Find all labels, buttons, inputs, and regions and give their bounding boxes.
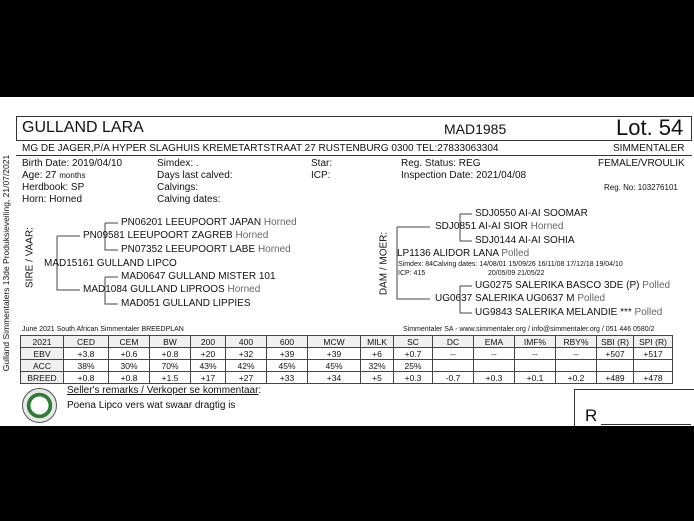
table-cell: +0.8 <box>109 372 150 384</box>
sex: FEMALE/VROULIK <box>598 158 685 169</box>
pedigree-sds: MAD0647 GULLAND MISTER 101 <box>121 271 276 282</box>
remarks-colon: : <box>258 385 262 396</box>
table-cell: +0.3 <box>474 372 515 384</box>
dam-calving-dates-1: Calving dates: 14/08/01 15/09/26 16/11/08 17/12/18 19/04/10 <box>433 261 623 268</box>
ancestor-horn: Horned <box>530 221 564 232</box>
table-cell: +5 <box>361 372 394 384</box>
calvings: Calvings: <box>157 182 199 193</box>
ancestor-horn: Horned <box>235 230 269 241</box>
breedplan-contact: Simmentaler SA - www.simmentaler.org / info@simmentaler.org / 051 446 0580/2 <box>403 326 655 333</box>
table-cell: 32% <box>361 360 394 372</box>
row-label: EBV <box>21 348 64 360</box>
inspection-date: Inspection Date: 2021/04/08 <box>401 170 527 181</box>
table-cell: -- <box>515 348 556 360</box>
pedigree-ddd <box>475 307 662 318</box>
pedigree-ssd <box>121 244 291 255</box>
animal-name: GULLAND LARA <box>22 119 144 136</box>
table-cell: 42% <box>226 360 267 372</box>
age-unit: months <box>59 171 86 180</box>
table-cell: 70% <box>150 360 191 372</box>
table-cell: +33 <box>267 372 308 384</box>
table-cell: 400 <box>226 336 267 348</box>
pedigree-ss <box>83 230 268 241</box>
pedigree-sdd: MAD051 GULLAND LIPPIES <box>121 298 251 309</box>
simdex: Simdex: . <box>157 158 199 169</box>
table-cell: +507 <box>597 348 634 360</box>
table-cell <box>515 360 556 372</box>
table-cell: +489 <box>597 372 634 384</box>
age-value: 27 <box>45 170 57 181</box>
table-cell <box>597 360 634 372</box>
table-cell: CEM <box>109 336 150 348</box>
table-cell <box>556 360 597 372</box>
ancestor-name: PN06201 LEEUPOORT JAPAN <box>121 217 262 228</box>
star: Star: <box>311 158 333 169</box>
ancestor-name: UG9843 SALERIKA MELANDIE *** <box>475 307 632 318</box>
ancestor-horn: Polled <box>642 280 671 291</box>
breed-society-logo <box>22 388 57 423</box>
table-cell: MILK <box>361 336 394 348</box>
sire-label: SIRE / VAAR: <box>24 227 36 288</box>
table-cell: 45% <box>267 360 308 372</box>
ancestor-name: SDJ0851 AI-AI SIOR <box>435 221 528 232</box>
table-cell: +3.8 <box>64 348 109 360</box>
table-cell: +0.1 <box>515 372 556 384</box>
table-cell: MCW <box>308 336 361 348</box>
table-cell: +32 <box>226 348 267 360</box>
breedplan-caption: June 2021 South African Simmentaler BREEDPLAN <box>22 326 184 333</box>
table-cell: 30% <box>109 360 150 372</box>
herdbook: Herdbook: SP <box>22 182 85 193</box>
table-cell: +0.3 <box>394 372 433 384</box>
table-cell <box>634 360 673 372</box>
table-cell: 45% <box>308 360 361 372</box>
row-label: ACC <box>21 360 64 372</box>
reg-no: Reg. No: 103276101 <box>604 183 678 192</box>
table-cell: +478 <box>634 372 673 384</box>
table-cell: +34 <box>308 372 361 384</box>
table-cell <box>433 360 474 372</box>
table-cell: 25% <box>394 360 433 372</box>
calving-dates: Calving dates: <box>157 194 221 205</box>
table-cell: +0.8 <box>150 348 191 360</box>
table-cell: 200 <box>191 336 226 348</box>
ancestor-name: PN09581 LEEUPOORT ZAGREB <box>83 230 233 241</box>
r-label: R <box>585 406 598 425</box>
remarks-label: Seller's remarks / Verkoper se kommentaar <box>67 385 259 396</box>
table-cell: SBI (R) <box>597 336 634 348</box>
ancestor-name: MAD1084 GULLAND LIPROOS <box>83 284 225 295</box>
table-cell: +517 <box>634 348 673 360</box>
breedplan-table <box>20 335 673 384</box>
ancestor-name: UG0275 SALERIKA BASCO 3DE (P) <box>475 280 640 291</box>
sidebar-caption: Gulland Simmentalers 13de Produksieveiling, 21/07/2021 <box>1 154 11 372</box>
remarks-heading <box>67 385 261 396</box>
table-cell: DC <box>433 336 474 348</box>
pedigree-dss: SDJ0550 AI-AI SOOMAR <box>475 208 588 219</box>
table-row <box>21 348 673 360</box>
r-box <box>574 389 694 426</box>
dam-label: DAM / MOER: <box>378 231 390 296</box>
table-cell: BW <box>150 336 191 348</box>
table-cell: +1.5 <box>150 372 191 384</box>
table-cell: +0.7 <box>394 348 433 360</box>
pedigree-sss <box>121 217 297 228</box>
lot-sheet <box>0 97 694 426</box>
table-cell: +0.2 <box>556 372 597 384</box>
dam-calving-dates-2: 20/05/09 21/05/22 <box>488 270 545 277</box>
table-cell: IMF% <box>515 336 556 348</box>
lot-number: Lot. 54 <box>616 115 684 140</box>
table-cell: -- <box>474 348 515 360</box>
row-label: BREED <box>21 372 64 384</box>
table-row <box>21 360 673 372</box>
pedigree-ds <box>435 221 563 232</box>
table-cell: +39 <box>308 348 361 360</box>
pedigree-sd <box>83 284 260 295</box>
table-cell: +6 <box>361 348 394 360</box>
birth-date: Birth Date: 2019/04/10 <box>22 158 123 169</box>
days-last-calved: Days last calved: <box>157 170 233 181</box>
table-cell: +17 <box>191 372 226 384</box>
pedigree-sire: MAD15161 GULLAND LIPCO <box>44 258 177 269</box>
table-cell: +27 <box>226 372 267 384</box>
table-row <box>21 372 673 384</box>
ancestor-horn: Polled <box>577 293 606 304</box>
dam-simdex: Simdex: 84 <box>398 261 434 268</box>
breed: SIMMENTALER <box>613 143 685 154</box>
table-cell: EMA <box>474 336 515 348</box>
table-cell: SC <box>394 336 433 348</box>
ancestor-name: PN07352 LEEUPOORT LABE <box>121 244 256 255</box>
age-label: Age: <box>22 170 43 181</box>
ancestor-horn: Polled <box>501 248 530 259</box>
pedigree-dam <box>397 248 529 259</box>
ancestor-horn: Horned <box>263 217 297 228</box>
owner-line: MG DE JAGER,P/A HYPER SLAGHUIS KREMETARTSTRAAT 27 RUSTENBURG 0300 TEL:27833063304 <box>22 143 499 154</box>
table-cell: SPI (R) <box>634 336 673 348</box>
ancestor-horn: Horned <box>227 284 261 295</box>
icp: ICP: <box>311 170 331 181</box>
ancestor-horn: Horned <box>257 244 291 255</box>
table-cell: +0.6 <box>109 348 150 360</box>
table-cell: 43% <box>191 360 226 372</box>
table-cell: -- <box>556 348 597 360</box>
dam-icp: ICP: 415 <box>398 270 426 277</box>
r-underline <box>601 424 691 425</box>
horn: Horn: Horned <box>22 194 83 205</box>
table-cell: RBY% <box>556 336 597 348</box>
row-label: 2021 <box>21 336 64 348</box>
table-cell: +39 <box>267 348 308 360</box>
reg-status: Reg. Status: REG <box>401 158 481 169</box>
table-cell: 38% <box>64 360 109 372</box>
table-cell: +20 <box>191 348 226 360</box>
ancestor-name: LP1136 ALIDOR LANA <box>397 248 499 259</box>
animal-id: MAD1985 <box>444 121 507 137</box>
table-cell: +0.8 <box>64 372 109 384</box>
ancestor-horn: Polled <box>634 307 663 318</box>
ancestor-name: UG0637 SALERIKA UG0637 M <box>435 293 575 304</box>
pedigree-dds <box>475 280 670 291</box>
table-cell: CED <box>64 336 109 348</box>
pedigree-dsd: SDJ0144 AI-AI SOHIA <box>475 235 575 246</box>
table-cell: -- <box>433 348 474 360</box>
table-row <box>21 336 673 348</box>
table-cell: -0.7 <box>433 372 474 384</box>
table-cell <box>474 360 515 372</box>
table-cell: 600 <box>267 336 308 348</box>
remarks-text: Poena Lipco vers wat swaar dragtig is <box>67 400 236 411</box>
pedigree-dd <box>435 293 605 304</box>
